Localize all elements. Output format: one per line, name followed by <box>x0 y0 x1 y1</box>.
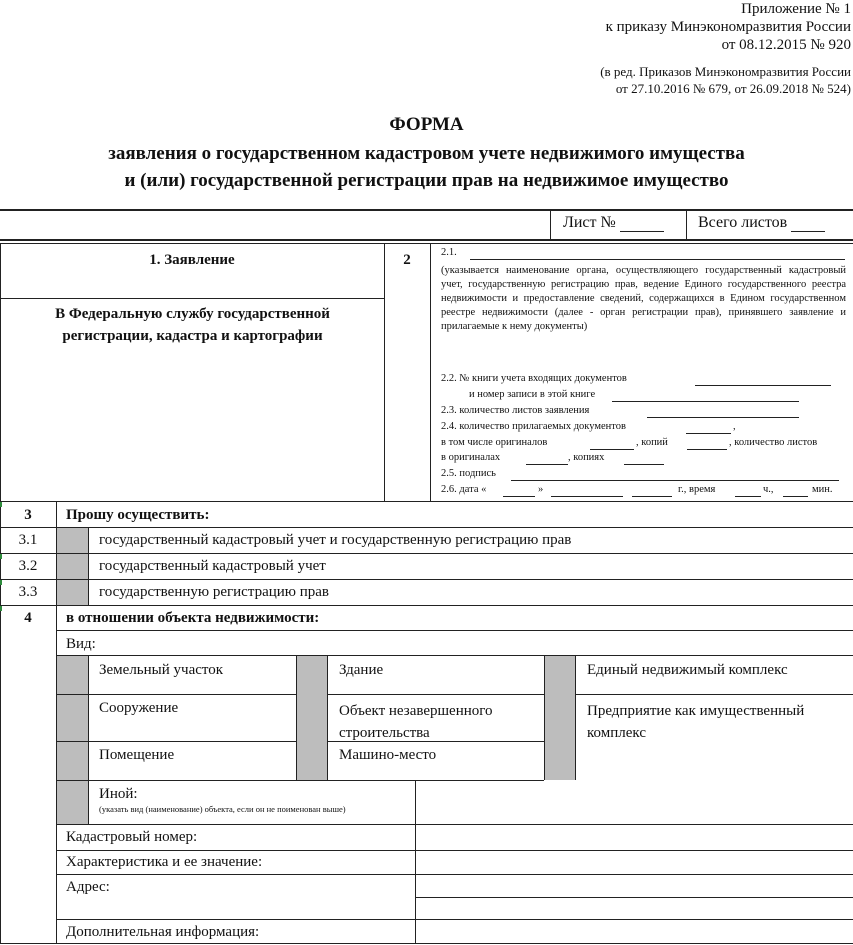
type-building: Здание <box>339 662 384 678</box>
revision-line2: от 27.10.2016 № 679, от 26.09.2018 № 524) <box>615 81 851 96</box>
order-label: к приказу Минэкономразвития России <box>605 19 851 35</box>
field-2-4-copies: , копий <box>636 437 668 448</box>
checkbox-other[interactable] <box>57 781 88 824</box>
type-land: Земельный участок <box>99 662 224 678</box>
form-title: ФОРМА <box>389 114 464 135</box>
field-2-4-sheets: , количество листов <box>729 437 818 448</box>
appendix-label: Приложение № 1 <box>741 1 851 17</box>
row-3-2-label: государственный кадастровый учет <box>99 558 326 574</box>
cadastral-number-label: Кадастровый номер: <box>66 829 198 845</box>
form-subtitle-1: заявления о государственном кадастровом учете недвижимого имущества <box>108 143 745 164</box>
checkbox-land-structure-premises[interactable] <box>57 656 88 780</box>
type-premises: Помещение <box>99 747 175 763</box>
field-2-4-copies2: , копиях <box>568 452 605 463</box>
row-3-2-number: 3.2 <box>18 558 38 574</box>
row-3-3-number: 3.3 <box>18 584 38 600</box>
row-3-1-label: государственный кадастровый учет и государственную регистрацию прав <box>99 532 572 548</box>
section3-number: 3 <box>24 507 32 523</box>
section4-number: 4 <box>24 610 32 626</box>
form-subtitle-2: и (или) государственной регистрации прав на недвижимое имущество <box>124 170 729 191</box>
field-2-4-in-orig: в оригиналах <box>441 452 501 463</box>
total-sheets: Всего листов <box>698 214 825 232</box>
field-2-2a: 2.2. № книги учета входящих документов <box>441 373 627 384</box>
type-parking: Машино-место <box>339 747 437 763</box>
checkbox-building-unfinished-parking[interactable] <box>297 656 327 780</box>
row-3-3-label: государственную регистрацию прав <box>99 584 330 600</box>
type-complex: Единый недвижимый комплекс <box>587 662 788 678</box>
additional-info-label: Дополнительная информация: <box>66 924 260 940</box>
type-enterprise: Предприятие как имущественный комплекс <box>587 703 805 741</box>
address-label: Адрес: <box>66 879 110 895</box>
field-2-5: 2.5. подпись <box>441 468 496 479</box>
field-2-4-originals: в том числе оригиналов <box>441 437 548 448</box>
row-3-1-number: 3.1 <box>18 532 38 548</box>
characteristic-label: Характеристика и ее значение: <box>66 854 263 870</box>
type-other: Иной: <box>99 786 138 802</box>
type-structure: Сооружение <box>99 700 179 716</box>
section1-title: 1. Заявление <box>149 252 235 268</box>
section3-title: Прошу осуществить: <box>66 507 210 523</box>
section2-number: 2 <box>403 252 411 268</box>
type-other-hint: (указать вид (наименование) объекта, если он не поименован выше) <box>99 804 346 814</box>
checkbox-3-2[interactable] <box>57 554 88 579</box>
field-2-6: 2.6. дата « <box>441 484 487 495</box>
section4-title: в отношении объекта недвижимости: <box>66 610 320 626</box>
checkbox-complex-enterprise[interactable] <box>545 656 575 780</box>
field-2-1-desc: (указывается наименование органа, осуществляющего государственный кадастровый учет, государственную регистрацию прав, ведение Единого государственного реестра недвижимости и предоставление сведений, содержащихся в Едином государственном реестре недвижимости (далее - орган регистрации прав), принявшего заявление и прилагаемые к нему документы) <box>441 265 846 332</box>
field-2-1: 2.1. <box>441 247 457 258</box>
revision-line1: (в ред. Приказов Минэкономразвития России <box>600 64 851 79</box>
checkbox-3-1[interactable] <box>57 528 88 553</box>
sheet-number: Лист № <box>563 214 664 232</box>
kind-label: Вид: <box>66 636 96 652</box>
order-date: от 08.12.2015 № 920 <box>721 37 851 53</box>
type-unfinished: Объект незавершенного строительства <box>339 703 493 741</box>
checkbox-3-3[interactable] <box>57 580 88 605</box>
field-2-4: 2.4. количество прилагаемых документов <box>441 421 626 432</box>
addressee: В Федеральную службу государственной регистрации, кадастра и картографии <box>55 306 330 344</box>
field-2-2b: и номер записи в этой книге <box>469 389 596 400</box>
field-2-3: 2.3. количество листов заявления <box>441 405 590 416</box>
